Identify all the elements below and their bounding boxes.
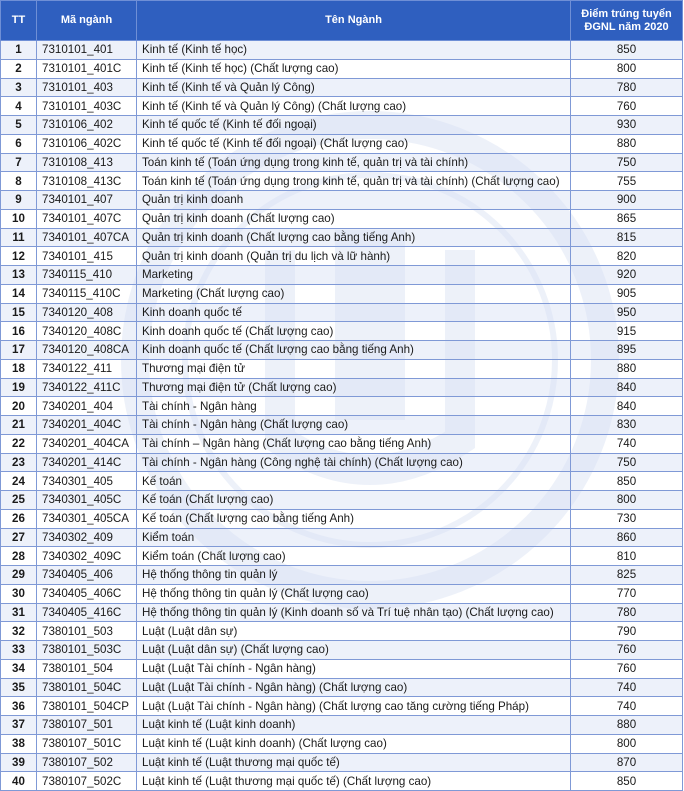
major-code: 7340122_411C xyxy=(37,378,137,397)
table-row xyxy=(1,397,683,416)
row-number: 3 xyxy=(1,78,37,97)
table-row xyxy=(1,341,683,360)
major-code: 7340101_415 xyxy=(37,247,137,266)
major-code: 7340120_408C xyxy=(37,322,137,341)
table-body xyxy=(1,41,683,791)
major-code: 7310108_413 xyxy=(37,153,137,172)
major-name: Kinh tế quốc tế (Kinh tế đối ngoại) (Chất lượng cao) xyxy=(137,134,571,153)
header-diem-line1: Điểm trúng tuyển xyxy=(581,7,672,20)
admission-score: 800 xyxy=(571,734,683,753)
major-code: 7340101_407CA xyxy=(37,228,137,247)
major-code: 7340405_406C xyxy=(37,584,137,603)
major-name: Quản trị kinh doanh (Chất lượng cao) xyxy=(137,209,571,228)
row-number: 19 xyxy=(1,378,37,397)
admission-score: 755 xyxy=(571,172,683,191)
major-name: Marketing (Chất lượng cao) xyxy=(137,284,571,303)
major-code: 7310101_403 xyxy=(37,78,137,97)
major-name: Thương mại điện tử xyxy=(137,359,571,378)
major-name: Kiểm toán xyxy=(137,528,571,547)
admission-score: 760 xyxy=(571,97,683,116)
major-code: 7340301_405CA xyxy=(37,509,137,528)
admission-score: 930 xyxy=(571,116,683,135)
major-name: Kinh tế (Kinh tế và Quản lý Công) (Chất lượng cao) xyxy=(137,97,571,116)
admission-score: 800 xyxy=(571,59,683,78)
table-row xyxy=(1,247,683,266)
row-number: 11 xyxy=(1,228,37,247)
major-code: 7340201_404CA xyxy=(37,434,137,453)
table-row xyxy=(1,266,683,285)
table-header-row xyxy=(1,1,683,41)
admission-score: 850 xyxy=(571,41,683,60)
major-code: 7380107_501C xyxy=(37,734,137,753)
admission-score: 830 xyxy=(571,416,683,435)
major-name: Kế toán xyxy=(137,472,571,491)
row-number: 6 xyxy=(1,134,37,153)
row-number: 37 xyxy=(1,716,37,735)
major-name: Luật (Luật Tài chính - Ngân hàng) xyxy=(137,659,571,678)
row-number: 27 xyxy=(1,528,37,547)
major-code: 7340201_404 xyxy=(37,397,137,416)
row-number: 23 xyxy=(1,453,37,472)
table-row xyxy=(1,566,683,585)
admission-score: 750 xyxy=(571,453,683,472)
major-name: Luật (Luật Tài chính - Ngân hàng) (Chất lượng cao) xyxy=(137,678,571,697)
major-name: Luật kinh tế (Luật thương mại quốc tế) (Chất lượng cao) xyxy=(137,772,571,791)
row-number: 20 xyxy=(1,397,37,416)
row-number: 14 xyxy=(1,284,37,303)
admission-score: 760 xyxy=(571,641,683,660)
major-code: 7340201_404C xyxy=(37,416,137,435)
admission-score: 740 xyxy=(571,697,683,716)
admission-score: 915 xyxy=(571,322,683,341)
table-row xyxy=(1,528,683,547)
row-number: 36 xyxy=(1,697,37,716)
major-code: 7380101_504 xyxy=(37,659,137,678)
admission-score: 905 xyxy=(571,284,683,303)
admission-score: 920 xyxy=(571,266,683,285)
row-number: 39 xyxy=(1,753,37,772)
major-name: Kiểm toán (Chất lượng cao) xyxy=(137,547,571,566)
table-row xyxy=(1,416,683,435)
table-row xyxy=(1,584,683,603)
row-number: 29 xyxy=(1,566,37,585)
major-name: Quản trị kinh doanh (Quản trị du lịch và lữ hành) xyxy=(137,247,571,266)
admission-score: 770 xyxy=(571,584,683,603)
admission-score: 780 xyxy=(571,78,683,97)
table-row xyxy=(1,59,683,78)
row-number: 22 xyxy=(1,434,37,453)
major-code: 7380107_502 xyxy=(37,753,137,772)
major-name: Quản trị kinh doanh (Chất lượng cao bằng tiếng Anh) xyxy=(137,228,571,247)
admission-score: 850 xyxy=(571,772,683,791)
admission-score: 850 xyxy=(571,472,683,491)
row-number: 25 xyxy=(1,491,37,510)
table-row xyxy=(1,153,683,172)
admission-score: 865 xyxy=(571,209,683,228)
row-number: 2 xyxy=(1,59,37,78)
admission-score: 760 xyxy=(571,659,683,678)
table-row xyxy=(1,603,683,622)
major-code: 7340405_406 xyxy=(37,566,137,585)
row-number: 40 xyxy=(1,772,37,791)
admission-score: 820 xyxy=(571,247,683,266)
major-name: Kinh tế (Kinh tế học) (Chất lượng cao) xyxy=(137,59,571,78)
row-number: 4 xyxy=(1,97,37,116)
row-number: 33 xyxy=(1,641,37,660)
header-ma-nganh: Mã ngành xyxy=(37,1,137,41)
major-code: 7310108_413C xyxy=(37,172,137,191)
table-row xyxy=(1,678,683,697)
major-name: Quản trị kinh doanh xyxy=(137,191,571,210)
admission-score: 900 xyxy=(571,191,683,210)
major-code: 7340201_414C xyxy=(37,453,137,472)
table-row xyxy=(1,116,683,135)
table-row xyxy=(1,191,683,210)
admission-score: 880 xyxy=(571,359,683,378)
major-code: 7340115_410 xyxy=(37,266,137,285)
major-name: Luật (Luật dân sự) (Chất lượng cao) xyxy=(137,641,571,660)
major-name: Hệ thống thông tin quản lý (Kinh doanh số và Trí tuệ nhân tạo) (Chất lượng cao) xyxy=(137,603,571,622)
table-row xyxy=(1,322,683,341)
major-name: Kế toán (Chất lượng cao bằng tiếng Anh) xyxy=(137,509,571,528)
admission-score: 870 xyxy=(571,753,683,772)
row-number: 9 xyxy=(1,191,37,210)
major-code: 7310106_402 xyxy=(37,116,137,135)
admission-score: 730 xyxy=(571,509,683,528)
major-code: 7380107_502C xyxy=(37,772,137,791)
table-row xyxy=(1,491,683,510)
row-number: 12 xyxy=(1,247,37,266)
admission-score: 880 xyxy=(571,716,683,735)
admission-score: 800 xyxy=(571,491,683,510)
major-code: 7340120_408CA xyxy=(37,341,137,360)
major-code: 7310101_403C xyxy=(37,97,137,116)
row-number: 7 xyxy=(1,153,37,172)
table-row xyxy=(1,78,683,97)
major-code: 7380101_503 xyxy=(37,622,137,641)
row-number: 16 xyxy=(1,322,37,341)
table-row xyxy=(1,659,683,678)
table-row xyxy=(1,209,683,228)
row-number: 30 xyxy=(1,584,37,603)
major-name: Luật (Luật dân sự) xyxy=(137,622,571,641)
admission-score: 840 xyxy=(571,378,683,397)
table-row xyxy=(1,434,683,453)
row-number: 26 xyxy=(1,509,37,528)
table-row xyxy=(1,622,683,641)
table-row xyxy=(1,697,683,716)
admission-score: 825 xyxy=(571,566,683,585)
major-name: Kế toán (Chất lượng cao) xyxy=(137,491,571,510)
table-row xyxy=(1,453,683,472)
major-code: 7310101_401 xyxy=(37,41,137,60)
admission-score: 860 xyxy=(571,528,683,547)
header-diem-line2: ĐGNL năm 2020 xyxy=(584,20,669,33)
admission-score: 815 xyxy=(571,228,683,247)
table-row xyxy=(1,641,683,660)
major-code: 7380101_504C xyxy=(37,678,137,697)
admission-score: 740 xyxy=(571,678,683,697)
admission-score: 810 xyxy=(571,547,683,566)
header-tt: TT xyxy=(1,1,37,41)
major-name: Luật kinh tế (Luật thương mại quốc tế) xyxy=(137,753,571,772)
major-name: Marketing xyxy=(137,266,571,285)
major-code: 7340302_409 xyxy=(37,528,137,547)
major-name: Tài chính - Ngân hàng (Công nghệ tài chính) (Chất lượng cao) xyxy=(137,453,571,472)
major-name: Luật (Luật Tài chính - Ngân hàng) (Chất lượng cao tăng cường tiếng Pháp) xyxy=(137,697,571,716)
major-name: Tài chính - Ngân hàng (Chất lượng cao) xyxy=(137,416,571,435)
major-code: 7340115_410C xyxy=(37,284,137,303)
major-name: Luật kinh tế (Luật kinh doanh) (Chất lượng cao) xyxy=(137,734,571,753)
row-number: 15 xyxy=(1,303,37,322)
table-row xyxy=(1,172,683,191)
table-row xyxy=(1,734,683,753)
admission-score: 895 xyxy=(571,341,683,360)
major-name: Hệ thống thông tin quản lý (Chất lượng cao) xyxy=(137,584,571,603)
table-row xyxy=(1,228,683,247)
row-number: 1 xyxy=(1,41,37,60)
row-number: 5 xyxy=(1,116,37,135)
row-number: 10 xyxy=(1,209,37,228)
admission-score: 950 xyxy=(571,303,683,322)
major-name: Luật kinh tế (Luật kinh doanh) xyxy=(137,716,571,735)
major-name: Kinh doanh quốc tế xyxy=(137,303,571,322)
major-code: 7340301_405 xyxy=(37,472,137,491)
table-row xyxy=(1,772,683,791)
table-row xyxy=(1,716,683,735)
major-name: Kinh tế (Kinh tế học) xyxy=(137,41,571,60)
major-code: 7310106_402C xyxy=(37,134,137,153)
major-code: 7340101_407C xyxy=(37,209,137,228)
major-code: 7380101_503C xyxy=(37,641,137,660)
admission-score: 780 xyxy=(571,603,683,622)
row-number: 24 xyxy=(1,472,37,491)
admission-score: 880 xyxy=(571,134,683,153)
row-number: 35 xyxy=(1,678,37,697)
row-number: 31 xyxy=(1,603,37,622)
table-row xyxy=(1,753,683,772)
major-code: 7340122_411 xyxy=(37,359,137,378)
major-code: 7380107_501 xyxy=(37,716,137,735)
header-ten-nganh: Tên Ngành xyxy=(137,1,571,41)
row-number: 32 xyxy=(1,622,37,641)
table-row xyxy=(1,378,683,397)
major-name: Kinh doanh quốc tế (Chất lượng cao bằng tiếng Anh) xyxy=(137,341,571,360)
row-number: 13 xyxy=(1,266,37,285)
row-number: 38 xyxy=(1,734,37,753)
row-number: 21 xyxy=(1,416,37,435)
row-number: 8 xyxy=(1,172,37,191)
table-row xyxy=(1,284,683,303)
row-number: 18 xyxy=(1,359,37,378)
major-code: 7340101_407 xyxy=(37,191,137,210)
admission-score: 790 xyxy=(571,622,683,641)
major-code: 7340302_409C xyxy=(37,547,137,566)
row-number: 17 xyxy=(1,341,37,360)
major-name: Kinh tế quốc tế (Kinh tế đối ngoại) xyxy=(137,116,571,135)
table-row xyxy=(1,134,683,153)
table-row xyxy=(1,97,683,116)
major-code: 7340301_405C xyxy=(37,491,137,510)
admission-score: 750 xyxy=(571,153,683,172)
major-code: 7310101_401C xyxy=(37,59,137,78)
table-row xyxy=(1,547,683,566)
major-code: 7340405_416C xyxy=(37,603,137,622)
table-row xyxy=(1,509,683,528)
row-number: 28 xyxy=(1,547,37,566)
table-row xyxy=(1,359,683,378)
table-row xyxy=(1,41,683,60)
major-code: 7340120_408 xyxy=(37,303,137,322)
major-name: Toán kinh tế (Toán ứng dụng trong kinh tế, quản trị và tài chính) (Chất lượng cao) xyxy=(137,172,571,191)
row-number: 34 xyxy=(1,659,37,678)
major-name: Toán kinh tế (Toán ứng dụng trong kinh tế, quản trị và tài chính) xyxy=(137,153,571,172)
major-name: Kinh doanh quốc tế (Chất lượng cao) xyxy=(137,322,571,341)
major-code: 7380101_504CP xyxy=(37,697,137,716)
major-name: Hệ thống thông tin quản lý xyxy=(137,566,571,585)
table-row xyxy=(1,472,683,491)
admission-score: 740 xyxy=(571,434,683,453)
table-row xyxy=(1,303,683,322)
admission-score: 840 xyxy=(571,397,683,416)
major-name: Kinh tế (Kinh tế và Quản lý Công) xyxy=(137,78,571,97)
major-name: Tài chính - Ngân hàng xyxy=(137,397,571,416)
header-diem xyxy=(571,1,683,41)
major-name: Tài chính – Ngân hàng (Chất lượng cao bằng tiếng Anh) xyxy=(137,434,571,453)
major-name: Thương mại điện tử (Chất lượng cao) xyxy=(137,378,571,397)
